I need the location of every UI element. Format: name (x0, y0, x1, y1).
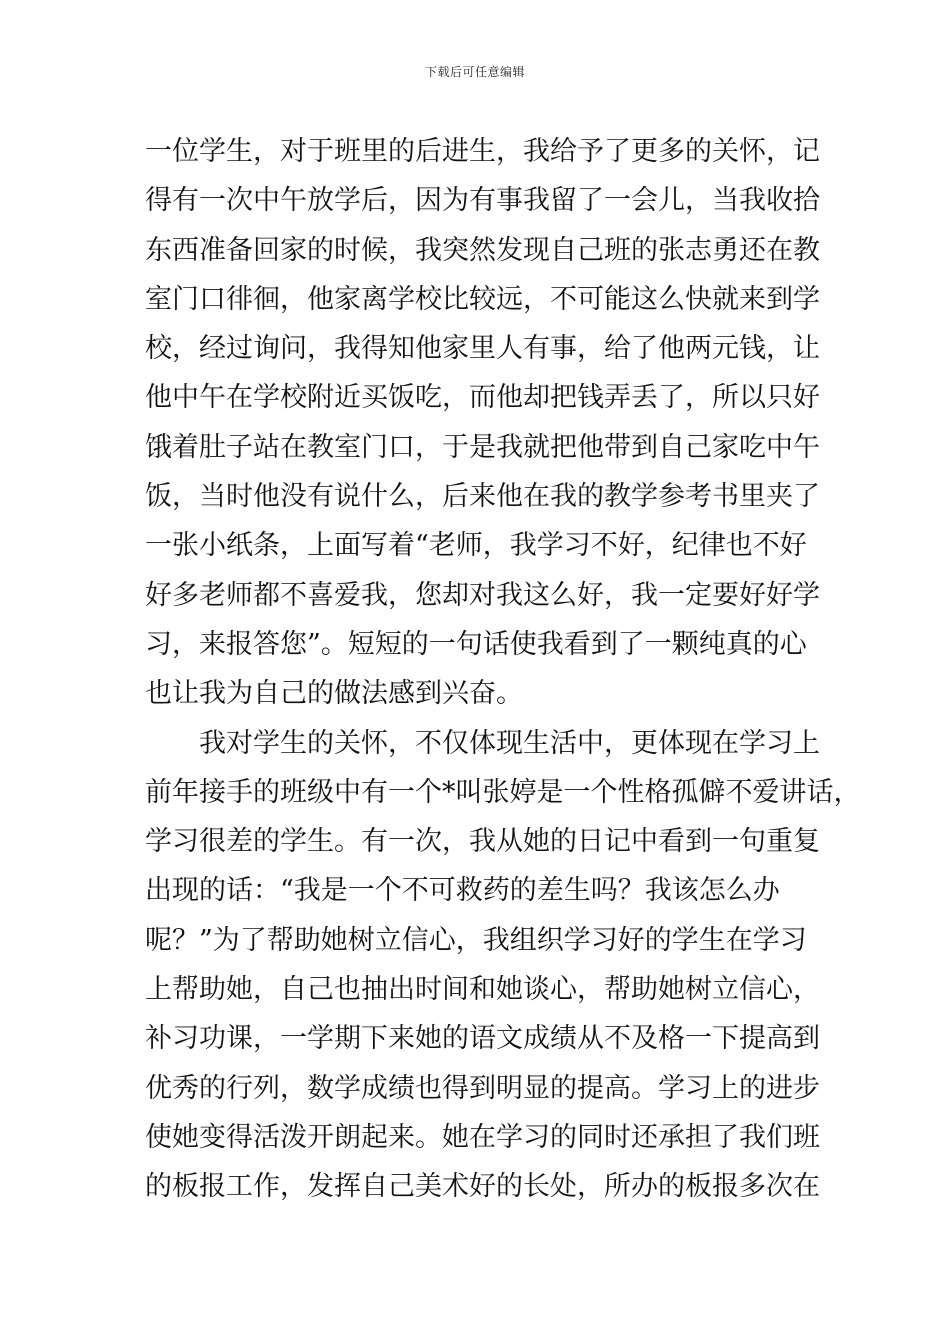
text-line: 饿着肚子站在教室门口，于是我就把他带到自己家吃中午 (145, 431, 820, 463)
text-line: 他中午在学校附近买饭吃，而他却把钱弄丢了，所以只好 (145, 382, 820, 414)
text-line: 东西准备回家的时候，我突然发现自己班的张志勇还在教 (145, 234, 820, 266)
text-line: 饭，当时他没有说什么，后来他在我的教学参考书里夹了 (145, 481, 820, 513)
text-line: 出现的话：“我是一个不可救药的差生吗？我该怎么办 (145, 875, 780, 907)
text-line: 补习功课，一学期下来她的语文成绩从不及格一下提高到 (145, 1023, 820, 1055)
text-line: 呢？”为了帮助她树立信心，我组织学习好的学生在学习 (145, 924, 807, 956)
text-line: 上帮助她，自己也抽出时间和她谈心，帮助她树立信心， (145, 974, 820, 1006)
text-line: 习，来报答您”。短短的一句话使我看到了一颗纯真的心 (145, 628, 807, 660)
document-body (145, 127, 861, 1212)
text-line: 一张小纸条，上面写着“老师，我学习不好，纪律也不好 (145, 530, 807, 562)
text-line: 一位学生，对于班里的后进生，我给予了更多的关怀，记 (145, 136, 820, 167)
text-line: 前年接手的班级中有一个*叫张婷是一个性格孤僻不爱讲话， (145, 776, 861, 808)
text-line: 好多老师都不喜爱我，您却对我这么好，我一定要好好学 (145, 579, 820, 611)
text-line: 校，经过询问，我得知他家里人有事，给了他两元钱，让 (145, 333, 820, 365)
text-line: 室门口徘徊，他家离学校比较远，不可能这么快就来到学 (145, 283, 820, 315)
text-line: 得有一次中午放学后，因为有事我留了一会儿，当我收拾 (145, 185, 820, 217)
text-line: 的板报工作，发挥自己美术好的长处，所办的板报多次在 (145, 1171, 820, 1203)
header-note: 下载后可任意编辑 (424, 65, 525, 79)
text-line: 学习很差的学生。有一次，我从她的日记中看到一句重复 (145, 826, 820, 858)
text-line: 使她变得活泼开朗起来。她在学习的同时还承担了我们班 (145, 1121, 820, 1153)
text-line: 也让我为自己的做法感到兴奋。 (145, 678, 523, 710)
text-line: 优秀的行列，数学成绩也得到明显的提高。学习上的进步 (145, 1072, 820, 1104)
paragraph-start-line: 我对学生的关怀，不仅体现生活中，更体现在学习上 (199, 727, 820, 759)
